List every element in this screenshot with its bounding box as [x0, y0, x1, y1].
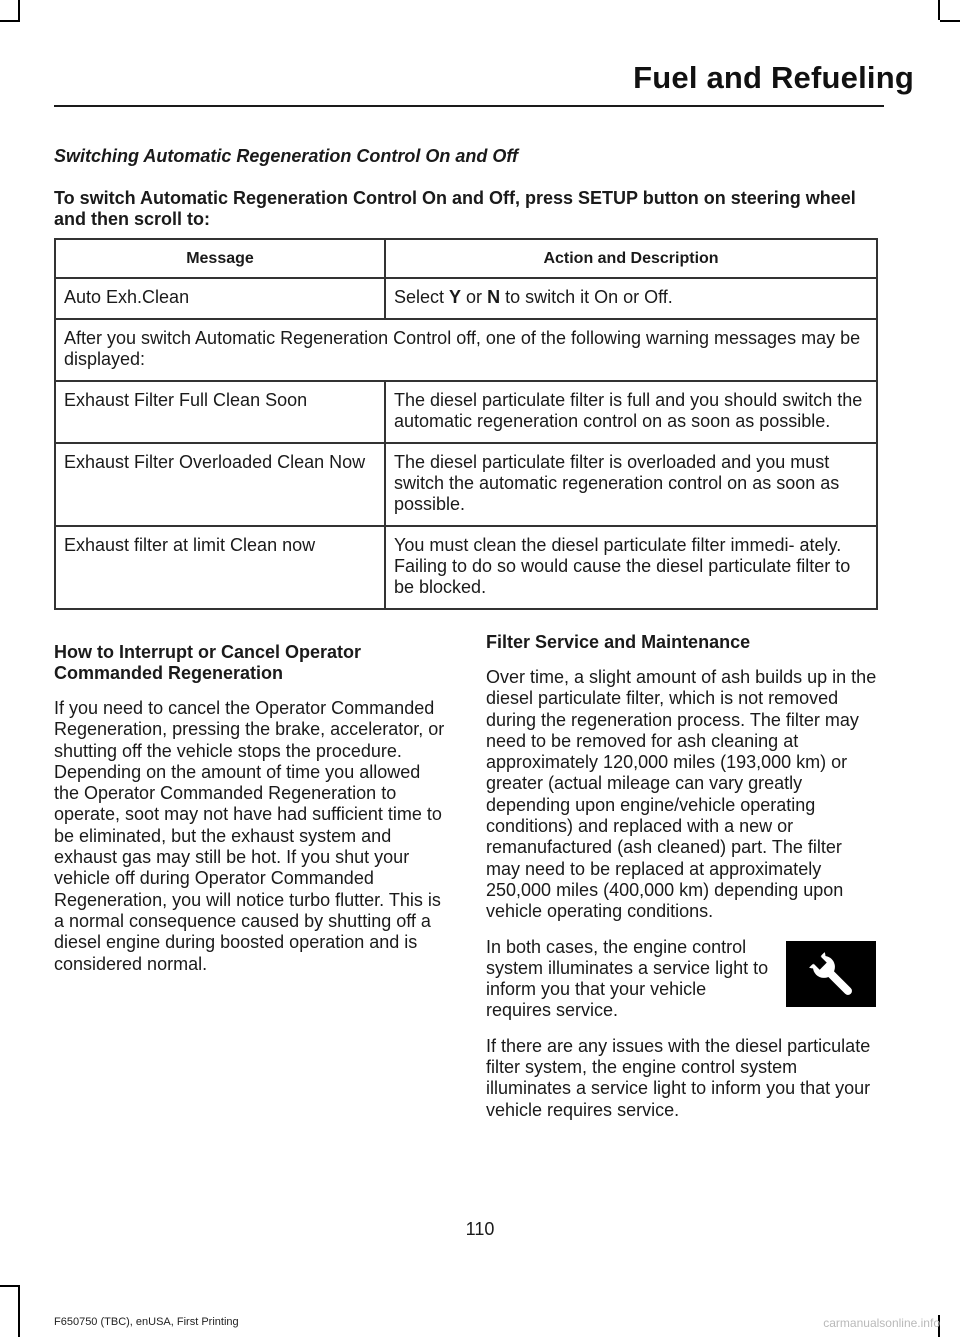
action-cell: You must clean the diesel particulate filter immedi- ately. Failing to do so would cause the diesel particulate filter to be blocked.	[385, 526, 877, 609]
page-title: Fuel and Refueling	[633, 60, 914, 95]
message-cell: Exhaust Filter Overloaded Clean Now	[55, 443, 385, 526]
action-text: to switch it On or Off.	[500, 287, 673, 307]
footer-text: F650750 (TBC), enUSA, First Printing	[54, 1316, 239, 1328]
action-text: or	[461, 287, 488, 307]
crop-mark	[0, 20, 20, 22]
action-cell: The diesel particulate filter is full and you should switch the automatic regeneration control on as soon as possible.	[385, 381, 877, 443]
crop-mark	[940, 20, 960, 22]
wrench-icon	[786, 941, 876, 1007]
right-column	[486, 632, 880, 1121]
section-heading: Switching Automatic Regeneration Control On and Off	[54, 146, 519, 166]
message-cell: Exhaust filter at limit Clean now	[55, 526, 385, 609]
crop-mark	[0, 1285, 20, 1287]
left-body: If you need to cancel the Operator Commanded Regeneration, pressing the brake, accelerator, or shutting off the vehicle stops the procedure. Depending on the amount of time you allowed the Operator Commanded Regeneration to operate, soot may not have had sufficient time to be eliminated, but the exhaust system and exhaust gas may still be hot. If you shut your vehicle off during Operator Commanded Regeneration, you will notice turbo flutter. This is a normal consequence caused by shutting off a diesel engine during boosted operation and is considered normal.	[54, 698, 445, 974]
action-y: Y	[449, 287, 462, 307]
action-text: Select	[394, 287, 450, 307]
action-n: N	[487, 287, 501, 307]
right-paragraph-2: In both cases, the engine control system illuminates a service light to inform you that your vehicle requires service.	[486, 936, 769, 1021]
watermark: carmanualsonline.info	[823, 1316, 940, 1330]
service-light-block	[486, 937, 880, 1022]
table-header-row	[55, 239, 877, 278]
table-row	[55, 443, 877, 526]
table-row	[55, 319, 877, 381]
crop-mark	[18, 0, 20, 20]
right-paragraph-3: If there are any issues with the diesel particulate filter system, the engine control system illuminates a service light to inform you that your vehicle requires service.	[486, 1035, 871, 1120]
left-column	[54, 642, 448, 975]
column-header-action: Action and Description	[385, 239, 877, 278]
message-cell: Exhaust Filter Full Clean Soon	[55, 381, 385, 443]
table-row	[55, 381, 877, 443]
wrench-icon-glyph	[801, 944, 861, 1004]
column-header-message: Message	[55, 239, 385, 278]
table-row	[55, 526, 877, 609]
crop-mark	[938, 0, 940, 20]
span-cell: After you switch Automatic Regeneration Control off, one of the following warning messages may be displayed:	[55, 319, 877, 381]
page-number: 110	[465, 1219, 495, 1239]
message-cell: Auto Exh.Clean	[55, 278, 385, 319]
right-paragraph-1: Over time, a slight amount of ash builds up in the diesel particulate filter, which is not removed during the regeneration process. The filter may need to be removed for ash cleaning at approximately 120,000 miles (193,000 km) or greater (actual mileage can vary greatly depending upon engine/vehicle operating conditions) and replaced with a new or remanufactured (ash cleaned) part. The filter may need to be replaced at approximately 250,000 miles (400,000 km) depending upon vehicle operating conditions.	[486, 667, 877, 922]
message-table	[54, 238, 878, 610]
left-heading: How to Interrupt or Cancel Operator Commanded Regeneration	[54, 642, 362, 683]
crop-mark	[18, 1285, 20, 1337]
table-row	[55, 278, 877, 319]
header-divider	[54, 105, 884, 107]
action-cell: The diesel particulate filter is overloaded and you must switch the automatic regeneration control on as soon as possible.	[385, 443, 877, 526]
right-heading: Filter Service and Maintenance	[486, 632, 751, 652]
section-intro: To switch Automatic Regeneration Control On and Off, press SETUP button on steering wheel and then scroll to:	[54, 188, 856, 229]
action-cell	[385, 278, 877, 319]
